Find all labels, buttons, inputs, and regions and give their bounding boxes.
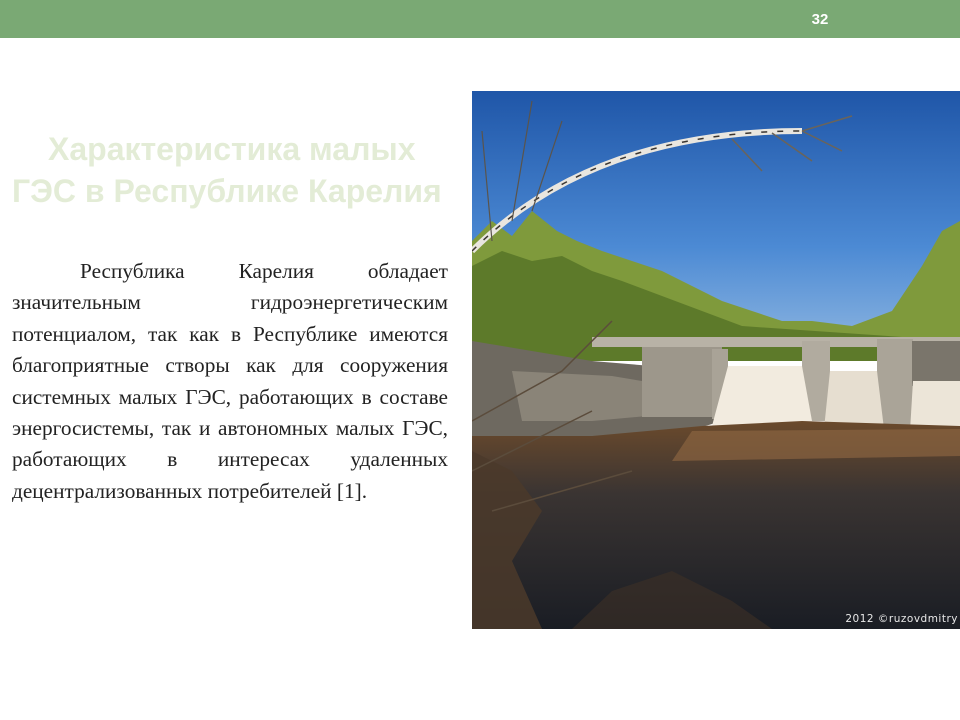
title-line-1: Характеристика малых (48, 131, 416, 167)
header-bar (0, 0, 960, 38)
body-paragraph: Республика Карелия обладает значительным гидроэнергетическим потенциалом, так как в Республике имеются благоприятные створы как для сооружения системных малых ГЭС, работающих в составе энергосистемы, так и автономных малых ГЭС, работающих в интересах удаленных децентрализованных потребителей [1]. (12, 259, 448, 503)
page-number: 32 (811, 11, 829, 28)
dam-photo (472, 91, 960, 629)
slide-title (0, 128, 520, 212)
title-line-2: ГЭС в Республике Карелия (12, 173, 442, 209)
photo-watermark: 2012 ©ruzovdmitry (845, 613, 958, 625)
